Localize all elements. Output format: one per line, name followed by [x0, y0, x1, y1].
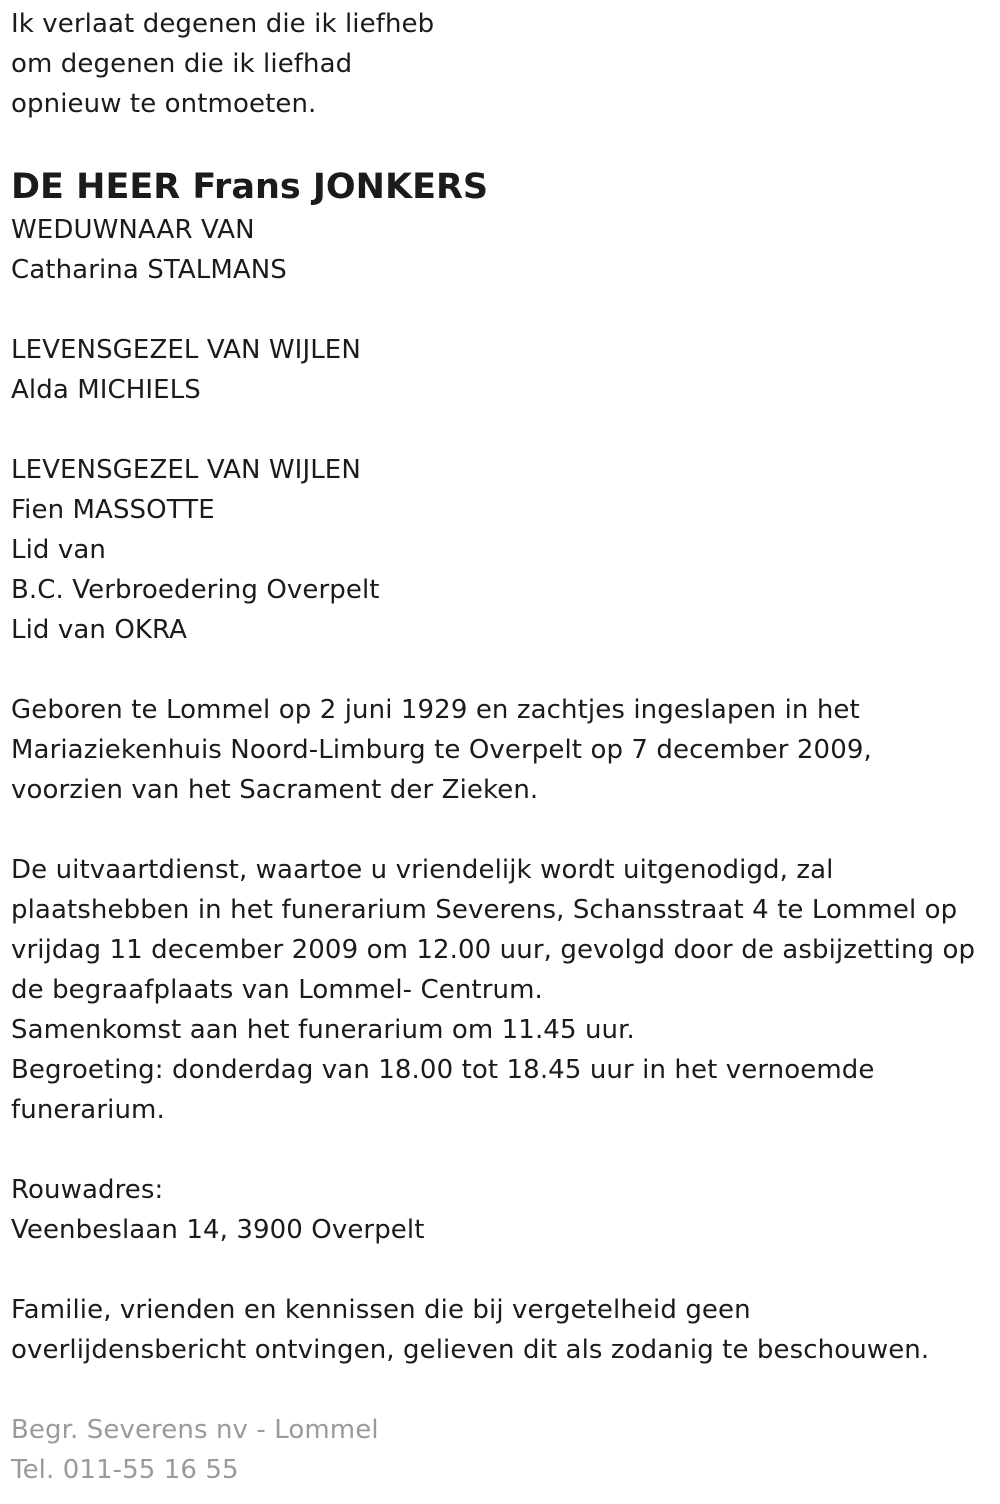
deceased-name: DE HEER Frans JONKERS	[11, 167, 489, 207]
funeral-director-footer	[11, 1410, 1000, 1490]
paragraph-line: Geboren te Lommel op 2 juni 1929 en zachtjes ingeslapen in het	[11, 695, 860, 725]
paragraph-line: de begraafplaats van Lommel- Centrum.	[11, 975, 543, 1005]
relations	[11, 210, 1000, 530]
paragraph-line: overlijdensbericht ontvingen, gelieven dit als zodanig te beschouwen.	[11, 1335, 930, 1365]
membership-line: B.C. Verbroedering Overpelt	[11, 575, 380, 605]
spacer	[11, 1370, 1000, 1410]
closing-paragraph	[11, 1290, 1000, 1370]
memberships	[11, 530, 1000, 650]
paragraph-line: Mariaziekenhuis Noord-Limburg te Overpelt op 7 december 2009,	[11, 735, 872, 765]
spacer	[11, 650, 1000, 690]
spacer	[11, 1250, 1000, 1290]
spacer	[11, 810, 1000, 850]
paragraph-line: Samenkomst aan het funerarium om 11.45 uur.	[11, 1015, 635, 1045]
mourning-address-label: Rouwadres:	[11, 1175, 164, 1205]
funeral-director-phone: Tel. 011-55 16 55	[11, 1455, 239, 1485]
partner-name: Alda MICHIELS	[11, 375, 201, 405]
paragraph-line: funerarium.	[11, 1095, 165, 1125]
poem-line: opnieuw te ontmoeten.	[11, 89, 317, 119]
poem	[11, 4, 1000, 124]
partner-name: Fien MASSOTTE	[11, 495, 215, 525]
mourning-address-value: Veenbeslaan 14, 3900 Overpelt	[11, 1215, 425, 1245]
paragraph-line: Familie, vrienden en kennissen die bij vergetelheid geen	[11, 1295, 751, 1325]
birth-death-paragraph	[11, 690, 1000, 810]
paragraph-line: vrijdag 11 december 2009 om 12.00 uur, gevolgd door de asbijzetting op	[11, 935, 976, 965]
paragraph-line: voorzien van het Sacrament der Zieken.	[11, 775, 539, 805]
membership-line: Lid van	[11, 535, 106, 565]
membership-line: Lid van OKRA	[11, 615, 188, 645]
paragraph-line: De uitvaartdienst, waartoe u vriendelijk wordt uitgenodigd, zal	[11, 855, 834, 885]
service-paragraph	[11, 850, 1000, 1130]
widower-name: Catharina STALMANS	[11, 255, 287, 285]
spacer	[11, 124, 1000, 164]
spacer	[11, 410, 1000, 450]
partner-title: LEVENSGEZEL VAN WIJLEN	[11, 455, 361, 485]
paragraph-line: plaatshebben in het funerarium Severens, Schansstraat 4 te Lommel op	[11, 895, 958, 925]
spacer	[11, 1130, 1000, 1170]
poem-line: om degenen die ik liefhad	[11, 49, 353, 79]
paragraph-line: Begroeting: donderdag van 18.00 tot 18.45 uur in het vernoemde	[11, 1055, 875, 1085]
widower-title: WEDUWNAAR VAN	[11, 215, 255, 245]
funeral-director-name: Begr. Severens nv - Lommel	[11, 1415, 379, 1445]
spacer	[11, 290, 1000, 330]
poem-line: Ik verlaat degenen die ik liefheb	[11, 9, 435, 39]
partner-title: LEVENSGEZEL VAN WIJLEN	[11, 335, 361, 365]
mourning-address	[11, 1170, 1000, 1250]
